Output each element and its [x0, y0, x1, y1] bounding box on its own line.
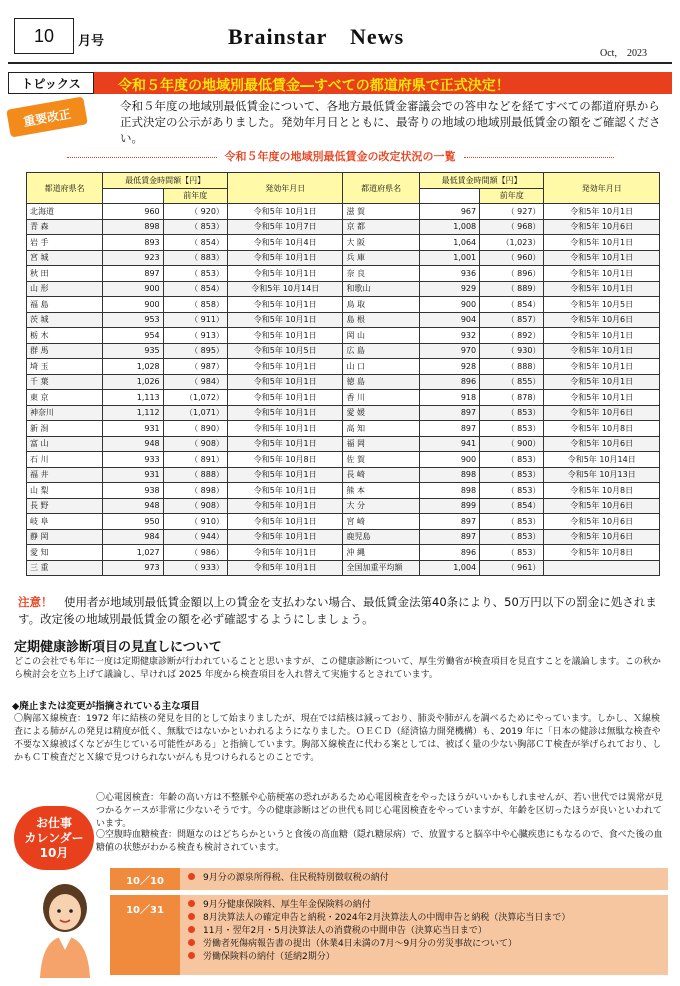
table-cell-cur: 953 [103, 312, 163, 328]
table-cell-pref: 山 口 [343, 359, 419, 375]
table-cell-eff: 令和5年 10月13日 [544, 467, 660, 483]
intro-paragraph: 令和５年度の地域別最低賃金について、各地方最低賃金審議会での答申などを経てすべての都道府県から正式決定の公示がありました。発効年月日とともに、最寄りの地域の地域別最低賃金の額をご確認ください。 [120, 99, 661, 145]
table-cell-eff: 令和5年 10月6日 [544, 514, 660, 530]
table-cell-pref: 鳥 取 [343, 297, 419, 313]
table-cell-cur: 1,004 [419, 560, 479, 576]
table-cell-prev: （ 895） [163, 343, 227, 359]
table-row [27, 498, 660, 514]
calendar-item-text: 9月分健康保険料、厚生年金保険料の納付 [203, 900, 371, 910]
issue-suffix: 月号 [78, 34, 105, 49]
topics-banner [8, 72, 672, 94]
bullet-icon [188, 873, 195, 880]
table-cell-cur: 904 [419, 312, 479, 328]
calendar-item-text: 労働者死傷病報告書の提出（休業4日未満の7月～9月分の労災事故について） [203, 939, 518, 949]
table-cell-pref: 群 馬 [27, 343, 103, 359]
table-cell-cur: 900 [103, 281, 163, 297]
col-pref: 都道府県名 [343, 173, 419, 204]
table-cell-cur: 935 [103, 343, 163, 359]
calendar-item-text: 9月分の源泉所得税、住民税特別徴収税の納付 [203, 873, 389, 883]
table-cell-cur: 918 [419, 390, 479, 406]
table-cell-eff: 令和5年 10月1日 [227, 498, 343, 514]
office-worker-icon [30, 878, 100, 978]
table-cell-cur: 899 [419, 498, 479, 514]
calendar-date: 10／10 [110, 868, 180, 890]
table-cell-prev: （ 984） [163, 374, 227, 390]
table-cell-eff: 令和5年 10月1日 [227, 312, 343, 328]
table-cell-prev: （ 961） [480, 560, 544, 576]
table-cell-eff: 令和5年 10月5日 [227, 343, 343, 359]
table-cell-eff: 令和5年 10月1日 [227, 529, 343, 545]
table-cell-pref: 長 崎 [343, 467, 419, 483]
table-cell-eff: 令和5年 10月8日 [544, 421, 660, 437]
table-cell-cur: 1,028 [103, 359, 163, 375]
table-cell-pref: 青 森 [27, 219, 103, 235]
table-cell-prev: （ 854） [480, 297, 544, 313]
table-row [27, 436, 660, 452]
bullet-icon [188, 926, 195, 933]
table-cell-eff: 令和5年 10月1日 [227, 297, 343, 313]
table-row [27, 266, 660, 282]
table-row [27, 545, 660, 561]
table-cell-eff: 令和5年 10月1日 [544, 204, 660, 220]
col-wage: 最低賃金時間額【円】 [419, 173, 544, 189]
table-cell-cur: 929 [419, 281, 479, 297]
col-eff: 発効年月日 [544, 173, 660, 204]
table-cell-cur: 948 [103, 436, 163, 452]
table-cell-cur: 897 [419, 529, 479, 545]
table-cell-pref: 秋 田 [27, 266, 103, 282]
table-title-text: 令和５年度の地域別最低賃金の改定状況の一覧 [224, 150, 456, 163]
table-cell-pref: 福 岡 [343, 436, 419, 452]
table-cell-pref: 岡 山 [343, 328, 419, 344]
table-cell-eff: 令和5年 10月1日 [227, 250, 343, 266]
table-cell-prev: （ 878） [480, 390, 544, 406]
table-cell-prev: （ 920） [163, 204, 227, 220]
table-cell-cur: 954 [103, 328, 163, 344]
health-ecg-item: 〇心電図検査：年齢の高い方は不整脈や心筋梗塞の恐れがあるため心電図検査をやったほうがいいかもしれませんが、若い世代では異常が見つかるケースが非常に少ないそうです。今の健康診断はどの世代も同じ心電図検査をやっていますが、年齢を区切ったほうが良いといわれています。 [96, 793, 664, 829]
table-cell-eff: 令和5年 10月1日 [227, 560, 343, 576]
table-row [27, 529, 660, 545]
table-cell-pref: 高 知 [343, 421, 419, 437]
table-cell-eff: 令和5年 10月4日 [227, 235, 343, 251]
table-cell-pref: 福 島 [27, 297, 103, 313]
table-cell-pref: 東 京 [27, 390, 103, 406]
header-divider [8, 62, 672, 64]
table-cell-pref: 栃 木 [27, 328, 103, 344]
table-cell-pref: 京 都 [343, 219, 419, 235]
table-cell-prev: （ 853） [480, 483, 544, 499]
table-cell-prev: （ 853） [480, 514, 544, 530]
table-cell-cur: 970 [419, 343, 479, 359]
table-cell-pref: 奈 良 [343, 266, 419, 282]
col-prev: 前年度 [163, 188, 227, 204]
table-cell-eff: 令和5年 10月1日 [544, 328, 660, 344]
table-cell-cur: 984 [103, 529, 163, 545]
table-row [27, 467, 660, 483]
table-cell-pref: 石 川 [27, 452, 103, 468]
table-cell-prev: （ 853） [480, 545, 544, 561]
issue-date: Oct, 2023 [600, 48, 647, 59]
table-cell-eff: 令和5年 10月1日 [227, 328, 343, 344]
table-cell-pref: 徳 島 [343, 374, 419, 390]
health-points-heading: ◆廃止または変更が指摘されている主な項目 [12, 701, 200, 712]
table-cell-eff: 令和5年 10月1日 [544, 250, 660, 266]
table-cell-cur: 897 [419, 405, 479, 421]
calendar-item [188, 925, 570, 938]
table-cell-eff: 令和5年 10月1日 [227, 545, 343, 561]
table-cell-pref: 宮 城 [27, 250, 103, 266]
table-cell-eff: 令和5年 10月7日 [227, 219, 343, 235]
table-cell-cur: 1,113 [103, 390, 163, 406]
table-cell-eff: 令和5年 10月1日 [544, 343, 660, 359]
table-cell-prev: （ 853） [163, 219, 227, 235]
table-row [27, 560, 660, 576]
bullet-icon [188, 900, 195, 907]
table-cell-pref: 沖 縄 [343, 545, 419, 561]
table-cell-prev: （ 854） [163, 281, 227, 297]
health-section-title: 定期健康診断項目の見直しについて [14, 640, 222, 655]
table-cell-cur: 898 [103, 219, 163, 235]
table-cell-prev: （ 853） [480, 467, 544, 483]
table-cell-cur: 1,001 [419, 250, 479, 266]
table-cell-prev: （ 854） [163, 235, 227, 251]
table-row [27, 359, 660, 375]
table-cell-pref: 佐 賀 [343, 452, 419, 468]
table-cell-pref: 福 井 [27, 467, 103, 483]
work-calendar-bubble [14, 806, 94, 870]
table-row [27, 421, 660, 437]
table-cell-eff: 令和5年 10月1日 [544, 266, 660, 282]
table-cell-pref: 滋 賀 [343, 204, 419, 220]
table-cell-cur: 967 [419, 204, 479, 220]
table-cell-prev: （ 927） [480, 204, 544, 220]
table-cell-cur: 932 [419, 328, 479, 344]
table-cell-eff: 令和5年 10月1日 [227, 359, 343, 375]
table-cell-pref: 広 島 [343, 343, 419, 359]
table-cell-cur: 923 [103, 250, 163, 266]
table-cell-pref: 島 根 [343, 312, 419, 328]
table-cell-eff: 令和5年 10月6日 [544, 498, 660, 514]
table-cell-pref: 新 潟 [27, 421, 103, 437]
table-cell-cur: 1,027 [103, 545, 163, 561]
table-cell-pref: 埼 玉 [27, 359, 103, 375]
important-revision-badge: 重要改正 [6, 96, 88, 137]
table-cell-pref: 千 葉 [27, 374, 103, 390]
table-row [27, 343, 660, 359]
calendar-row [110, 895, 668, 975]
health-intro: どこの会社でも年に一度は定期健康診断が行われていることと思いますが、この健康診断について、厚生労働省が検査項目を見直すことを議論します。この秋から検討会を立ち上げて議論し、早ければ 2025 年度から検査項目を入れ替えて実施するとされています。 [14, 657, 661, 680]
table-cell-prev: （ 853） [163, 266, 227, 282]
table-cell-cur: 898 [419, 467, 479, 483]
table-cell-prev: （ 853） [480, 405, 544, 421]
table-cell-prev: （ 930） [480, 343, 544, 359]
table-cell-pref: 全国加重平均額 [343, 560, 419, 576]
table-cell-cur: 1,008 [419, 219, 479, 235]
table-cell-cur: 931 [103, 421, 163, 437]
table-cell-prev: （1,072） [163, 390, 227, 406]
table-row [27, 405, 660, 421]
table-cell-prev: （ 968） [480, 219, 544, 235]
table-cell-prev: （ 857） [480, 312, 544, 328]
col-cur-blank [103, 188, 163, 204]
bullet-icon [188, 939, 195, 946]
table-cell-cur: 936 [419, 266, 479, 282]
col-cur-blank [419, 188, 479, 204]
table-cell-eff: 令和5年 10月6日 [544, 219, 660, 235]
calendar-item-text: 11月・翌年2月・5月決算法人の消費税の中間申告（決算応当日まで） [203, 926, 487, 936]
newsletter-title: Brainstar News [228, 24, 405, 49]
table-row [27, 297, 660, 313]
table-cell-eff: 令和5年 10月1日 [227, 514, 343, 530]
calendar-item [188, 912, 570, 925]
table-cell-cur: 897 [103, 266, 163, 282]
table-cell-cur: 973 [103, 560, 163, 576]
table-row [27, 235, 660, 251]
table-cell-eff: 令和5年 10月1日 [544, 359, 660, 375]
table-cell-eff: 令和5年 10月1日 [227, 204, 343, 220]
table-cell-prev: （ 855） [480, 374, 544, 390]
table-cell-cur: 931 [103, 467, 163, 483]
col-pref: 都道府県名 [27, 173, 103, 204]
calendar-items [188, 872, 389, 885]
table-cell-pref: 兵 庫 [343, 250, 419, 266]
table-cell-pref: 熊 本 [343, 483, 419, 499]
table-cell-cur: 897 [419, 514, 479, 530]
table-cell-cur: 897 [419, 421, 479, 437]
calendar-items [188, 899, 570, 964]
table-cell-eff: 令和5年 10月1日 [544, 281, 660, 297]
table-row [27, 390, 660, 406]
table-cell-eff: 令和5年 10月1日 [227, 374, 343, 390]
table-row [27, 328, 660, 344]
table-cell-eff: 令和5年 10月1日 [227, 467, 343, 483]
calendar-item-text: 労働保険料の納付（延納2期分） [203, 952, 335, 962]
col-prev: 前年度 [480, 188, 544, 204]
table-cell-pref: 山 形 [27, 281, 103, 297]
table-cell-cur: 896 [419, 374, 479, 390]
table-cell-pref: 和歌山 [343, 281, 419, 297]
table-cell-pref: 岐 阜 [27, 514, 103, 530]
minimum-wage-table [26, 172, 660, 576]
health-xray-item: 〇胸部Ｘ線検査：1972 年に結核の発見を目的として始まりましたが、現在では結核は減っており、肺炎や肺がんを調べるためにやっています。しかし、Ｘ線検査による肺がんの発見は精度が低く、無駄ではないかといわれるようになりました。ＯＥＣＤ（経済協力開発機構）も、2019 年に「日本の健診は無駄な検査や不要なＸ線被ばくなどが生じている可能性がある」と指摘しています。胸部Ｘ線検査に代わる案としては、被ばく量の少ない胸部ＣＴ検査が挙げられており、しかもＣＴ検査だとＸ線で見つけられないがんも見つけられるとのことです。 [14, 714, 662, 763]
calendar-item [188, 938, 570, 951]
table-cell-eff: 令和5年 10月8日 [544, 545, 660, 561]
calendar-item [188, 899, 570, 912]
table-cell-cur: 898 [419, 483, 479, 499]
table-cell-eff: 令和5年 10月6日 [544, 529, 660, 545]
table-cell-eff: 令和5年 10月1日 [227, 405, 343, 421]
table-row [27, 312, 660, 328]
caution-mark: 注意！ [18, 595, 53, 609]
table-cell-pref: 大 阪 [343, 235, 419, 251]
table-cell-prev: （ 908） [163, 498, 227, 514]
table-row [27, 514, 660, 530]
table-cell-prev: （ 853） [480, 452, 544, 468]
table-row [27, 374, 660, 390]
table-title [20, 148, 660, 164]
table-cell-eff: 令和5年 10月1日 [227, 266, 343, 282]
table-cell-cur: 900 [419, 297, 479, 313]
table-cell-pref: 神奈川 [27, 405, 103, 421]
table-cell-prev: （1,071） [163, 405, 227, 421]
calendar-item-text: 8月決算法人の確定申告と納税・2024年2月決算法人の中間申告と納税（決算応当日まで） [203, 913, 571, 923]
bullet-icon [188, 913, 195, 920]
table-cell-prev: （ 911） [163, 312, 227, 328]
table-cell-eff: 令和5年 10月6日 [544, 405, 660, 421]
table-cell-prev: （ 853） [480, 529, 544, 545]
table-cell-cur: 1,112 [103, 405, 163, 421]
table-cell-pref: 宮 崎 [343, 514, 419, 530]
table-cell-pref: 三 重 [27, 560, 103, 576]
col-wage: 最低賃金時間額【円】 [103, 173, 228, 189]
table-cell-pref: 長 野 [27, 498, 103, 514]
table-cell-cur: 950 [103, 514, 163, 530]
table-cell-cur: 938 [103, 483, 163, 499]
table-cell-eff: 令和5年 10月6日 [544, 436, 660, 452]
table-cell-prev: （ 883） [163, 250, 227, 266]
table-cell-prev: （ 890） [163, 421, 227, 437]
table-cell-prev: （ 913） [163, 328, 227, 344]
table-cell-prev: （ 888） [480, 359, 544, 375]
table-cell-eff: 令和5年 10月14日 [227, 281, 343, 297]
table-cell-prev: （ 910） [163, 514, 227, 530]
col-eff: 発効年月日 [227, 173, 343, 204]
table-cell-prev: （ 889） [480, 281, 544, 297]
table-cell-cur: 941 [419, 436, 479, 452]
table-cell-pref: 山 梨 [27, 483, 103, 499]
table-cell-eff [544, 560, 660, 576]
table-cell-cur: 900 [419, 452, 479, 468]
table-cell-cur: 928 [419, 359, 479, 375]
table-cell-pref: 愛 媛 [343, 405, 419, 421]
table-cell-eff: 令和5年 10月14日 [544, 452, 660, 468]
table-row [27, 250, 660, 266]
table-cell-cur: 1,064 [419, 235, 479, 251]
table-row [27, 281, 660, 297]
bubble-line: カレンダー [24, 830, 84, 845]
bullet-icon [188, 952, 195, 959]
table-cell-cur: 1,026 [103, 374, 163, 390]
table-cell-eff: 令和5年 10月1日 [227, 483, 343, 499]
table-cell-prev: （ 898） [163, 483, 227, 499]
newsletter-header [8, 8, 672, 58]
table-cell-eff: 令和5年 10月1日 [544, 374, 660, 390]
table-cell-prev: （ 960） [480, 250, 544, 266]
table-row [27, 483, 660, 499]
table-cell-prev: （ 933） [163, 560, 227, 576]
table-cell-eff: 令和5年 10月1日 [544, 390, 660, 406]
table-cell-eff: 令和5年 10月8日 [544, 483, 660, 499]
table-cell-pref: 富 山 [27, 436, 103, 452]
table-cell-prev: （ 892） [480, 328, 544, 344]
table-cell-pref: 茨 城 [27, 312, 103, 328]
bubble-line: 10月 [39, 845, 69, 860]
table-row [27, 452, 660, 468]
table-cell-prev: （ 888） [163, 467, 227, 483]
table-cell-pref: 北海道 [27, 204, 103, 220]
table-cell-pref: 大 分 [343, 498, 419, 514]
calendar-item [188, 951, 570, 964]
table-cell-eff: 令和5年 10月8日 [227, 452, 343, 468]
table-cell-cur: 896 [419, 545, 479, 561]
table-cell-eff: 令和5年 10月1日 [544, 235, 660, 251]
topics-label: トピックス [8, 72, 94, 94]
table-cell-prev: （ 900） [480, 436, 544, 452]
table-cell-pref: 香 川 [343, 390, 419, 406]
table-row [27, 204, 660, 220]
issue-number: 10 [14, 18, 74, 54]
calendar-item [188, 872, 389, 885]
table-cell-eff: 令和5年 10月1日 [227, 421, 343, 437]
table-cell-prev: （ 908） [163, 436, 227, 452]
table-cell-cur: 948 [103, 498, 163, 514]
table-cell-pref: 岩 手 [27, 235, 103, 251]
table-cell-cur: 893 [103, 235, 163, 251]
table-cell-prev: （ 987） [163, 359, 227, 375]
table-cell-prev: （ 858） [163, 297, 227, 313]
table-cell-pref: 静 岡 [27, 529, 103, 545]
table-cell-pref: 愛 知 [27, 545, 103, 561]
table-cell-cur: 960 [103, 204, 163, 220]
topics-headline: 令和５年度の地域別最低賃金―すべての都道府県で正式決定！ [118, 78, 510, 94]
table-cell-eff: 令和5年 10月1日 [227, 390, 343, 406]
table-row [27, 219, 660, 235]
table-cell-eff: 令和5年 10月5日 [544, 297, 660, 313]
table-cell-cur: 933 [103, 452, 163, 468]
table-cell-cur: 900 [103, 297, 163, 313]
table-cell-prev: （ 986） [163, 545, 227, 561]
table-cell-pref: 鹿児島 [343, 529, 419, 545]
table-cell-prev: （ 891） [163, 452, 227, 468]
table-cell-prev: （ 896） [480, 266, 544, 282]
table-cell-prev: （ 853） [480, 421, 544, 437]
calendar-date: 10／31 [110, 895, 180, 975]
table-cell-eff: 令和5年 10月6日 [544, 312, 660, 328]
health-glucose-item: 〇空腹時血糖検査：問題なのはどちらかというと食後の高血糖（隠れ糖尿病）で、放置すると脳卒中や心臓疾患にもなるので、食べた後の血糖値の状態がわかる検査も検討されています。 [96, 830, 663, 853]
caution-text: 使用者が地域別最低賃金額以上の賃金を支払わない場合、最低賃金法第40条により、50万円以下の罰金に処されます。改定後の地域別最低賃金の額を必ず確認するようにしましょう。 [18, 595, 657, 626]
table-cell-prev: （ 854） [480, 498, 544, 514]
caution-notice [18, 594, 668, 628]
bubble-line: お仕事 [35, 815, 72, 830]
table-cell-prev: （ 944） [163, 529, 227, 545]
table-cell-eff: 令和5年 10月1日 [227, 436, 343, 452]
calendar-row [110, 868, 668, 890]
table-cell-prev: （1,023） [480, 235, 544, 251]
